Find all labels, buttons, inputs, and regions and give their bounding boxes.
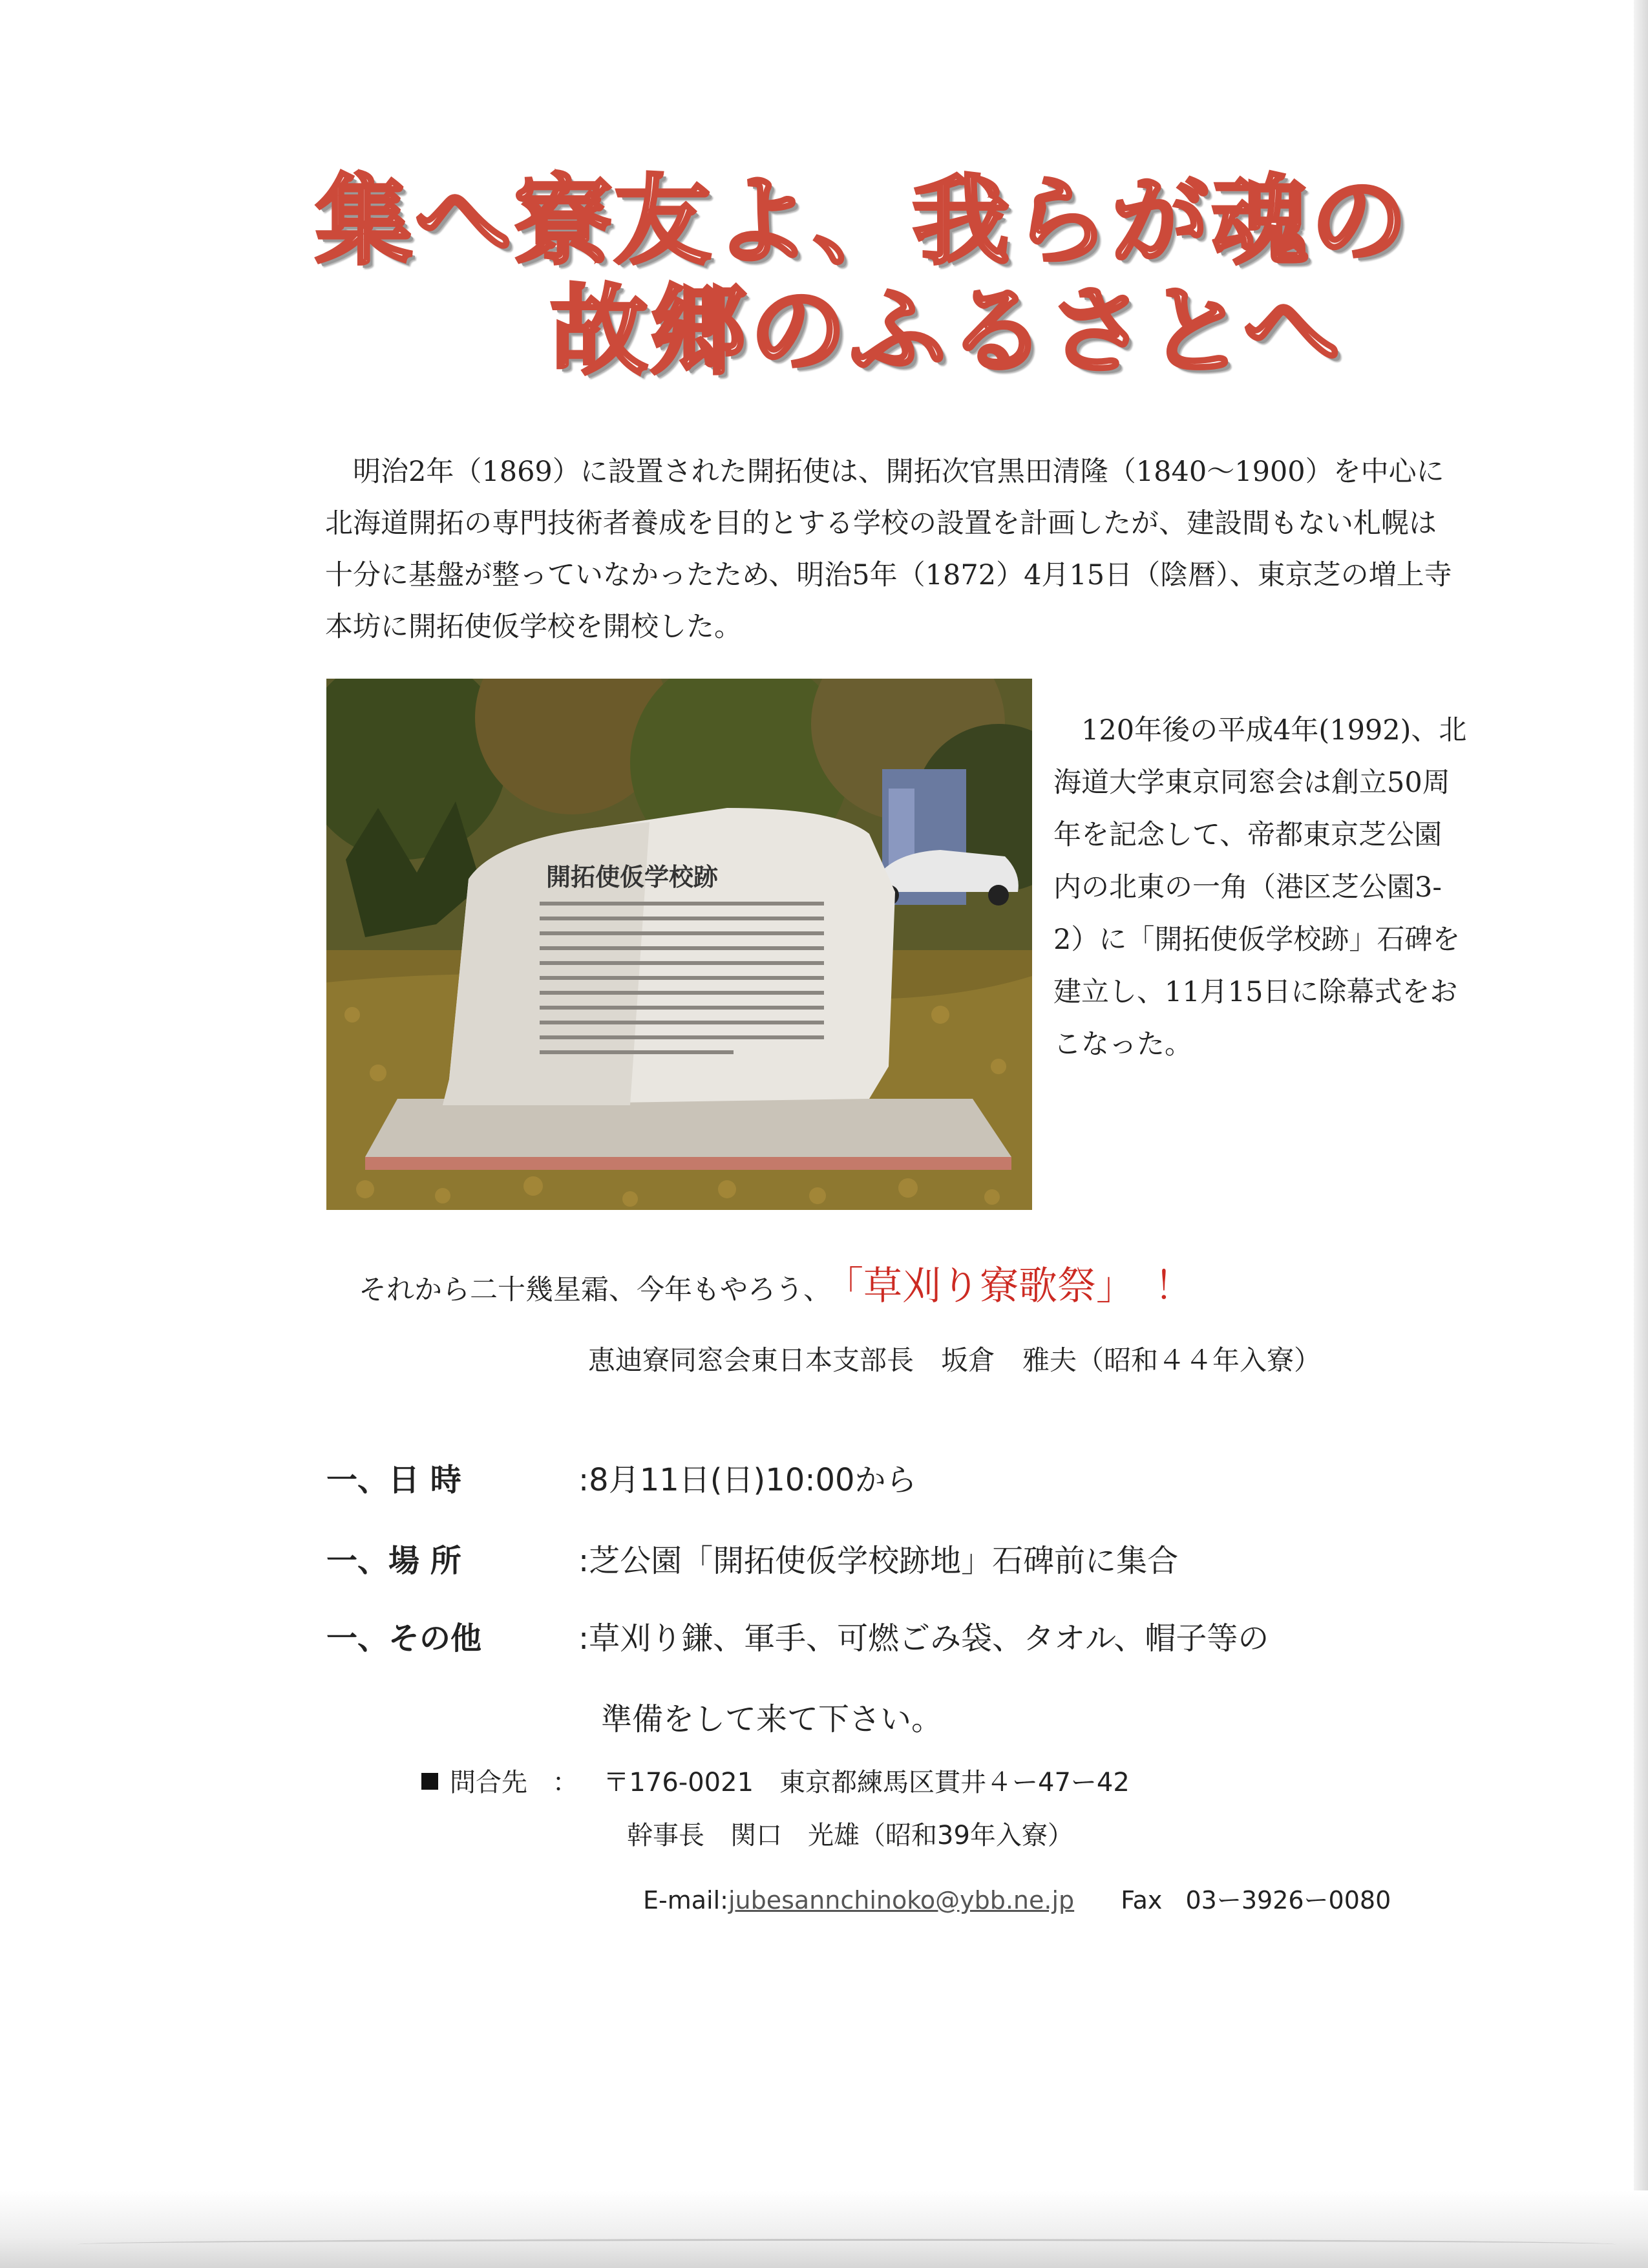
stone-inscription: 開拓使仮学校跡 [546,862,719,891]
page-edge-shadow [1634,0,1648,2268]
contact-address: 〒176-0021 東京都練馬区貫井４ー47ー42 [603,1768,1130,1797]
page-curl-line [78,2239,1616,2250]
contact-label: 問合先 [450,1768,527,1797]
page-title-line-1: 集へ寮友よ、我らが魂の [315,165,1410,278]
event-date-label: 一、日 時 [326,1462,461,1498]
email-link[interactable]: jubesannchinoko@ybb.ne.jp [728,1886,1075,1914]
page-title-line-2: 故郷のふるさとへ [550,275,1343,388]
event-other-value: :草刈り鎌、軍手、可燃ごみ袋、タオル、帽子等の [578,1620,1269,1657]
festival-call-lead: それから二十幾星霜、今年もやろう、 [359,1274,831,1306]
email-label: E-mail: [643,1886,728,1914]
intro-paragraph: 明治2年（1869）に設置された開拓使は、開拓次官黒田清隆（1840～1900）を中心に北海道開拓の専門技術者養成を目的とする学校の設置を計画したが、建設間もない札幌は十分に基盤が整っていなかったため、明治5年（1872）4月15日（陰暦）、東京芝の増上寺本坊に開拓使仮学校を開校した。 [325,456,1452,643]
page-bottom-shadow [0,2190,1648,2268]
contact-address-line [421,1763,1130,1802]
monument-photo [326,679,1032,1210]
event-other-value-continued: 準備をして来て下さい。 [601,1701,943,1737]
event-other-label: 一、その他 [326,1620,482,1657]
festival-name: 「草刈り寮歌祭」 [844,1264,1135,1309]
contact-email-fax-line [643,1881,1391,1920]
event-place-label: 一、場 所 [326,1543,461,1579]
festival-exclamation: ！ [1154,1264,1193,1309]
contact-person: 幹事長 関口 光雄（昭和39年入寮） [627,1821,1073,1850]
fax-label: Fax [1121,1886,1163,1914]
fax-number: 03ー3926ー0080 [1185,1886,1391,1914]
contact-separator: ： [552,1768,578,1797]
event-date-value: :8月11日(日)10:00から [578,1462,917,1498]
monument-photo-drawing [326,679,1032,1210]
event-place-value: :芝公園「開拓使仮学校跡地」石碑前に集合 [578,1543,1179,1579]
signature: 恵迪寮同窓会東日本支部長 坂倉 雅夫（昭和４４年入寮） [588,1344,1322,1376]
festival-call [359,1260,1587,1316]
monument-history-paragraph: 120年後の平成4年(1992)、北海道大学東京同窓会は創立50周年を記念して、帝都東京芝公園内の北東の一角（港区芝公園3-2）に「開拓使仮学校跡」石碑を建立し、11月15日に除幕式をおこなった。 [1053,714,1467,1061]
square-bullet-icon [421,1773,438,1790]
